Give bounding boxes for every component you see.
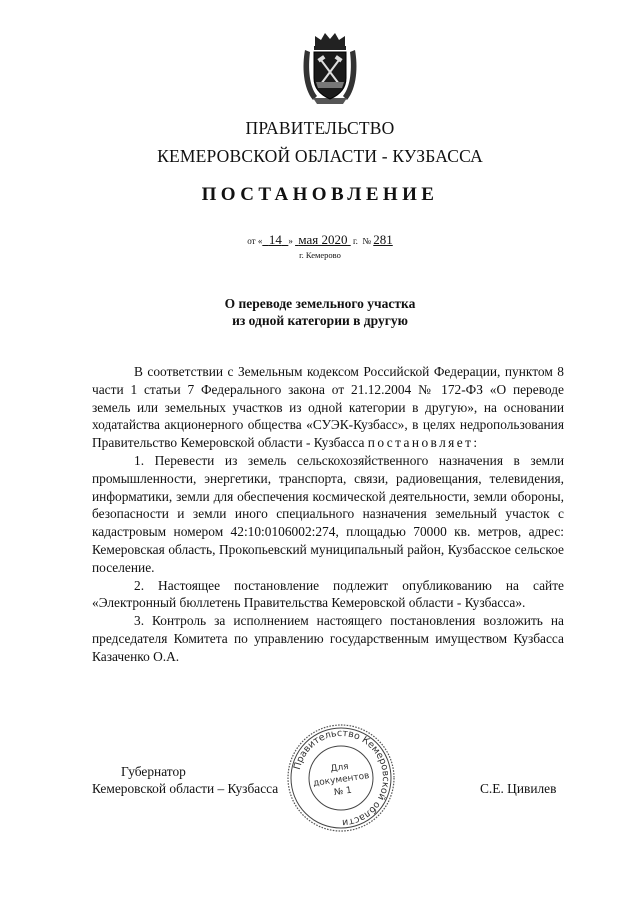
coat-of-arms-emblem [301,30,359,106]
document-title-line1: О переводе земельного участка [224,296,416,311]
signatory-name: С.Е. Цивилев [480,781,557,796]
signatory-title-line1: Губернатор [121,764,186,779]
preamble-paragraph: В соответствии с Земельным кодексом Российской Федерации, пунктом 8 части 1 статьи 7 Федерального закона от 21.12.2004 № 172-ФЗ «О переводе земель или земельных участков из одной категории в другую», на основании ходатайства акционерного общества «СУЭК-Кузбасс», в целях недропользования Правительство Кемеровской области - Кузбасса постановляет: [92,364,564,451]
resolves-word: постановляет: [367,435,480,451]
stamp-center-line2: документов [312,771,371,789]
stamp-center-line3: № 1 [333,785,353,799]
organization-name-line2: КЕМЕРОВСКОЙ ОБЛАСТИ - КУЗБАССА [157,146,483,166]
document-title-line2: из одной категории в другую [232,313,408,328]
document-number: 281 [373,232,393,247]
body-item-2: 2. Настоящее постановление подлежит опубликованию на сайте «Электронный бюллетень Правительства Кемеровской области - Кузбасса». [92,577,564,611]
date-day: 14 [268,232,282,247]
document-body [92,363,564,666]
official-stamp [285,722,397,834]
stamp-center-line1: Для [329,761,350,775]
organization-name-line1: ПРАВИТЕЛЬСТВО [245,118,395,138]
signatory-title-line2: Кемеровской области – Кузбасса [92,781,279,796]
document-date-number-line [0,232,640,248]
date-month-year: мая 2020 [298,232,348,247]
body-item-1: 1. Перевести из земель сельскохозяйственного назначения в земли промышленности, энергетики, транспорта, связи, радиовещания, телевидения, информатики, земли для обеспечения космической деятельности, земли обороны, безопасности и земли иного специального назначения земельный участок с кадастровым номером 42:10:0106002:274, площадью 70000 кв. метров, адрес: Кемеровская область, Прокопьевский муниципальный район, Кузбасское сельское поселение. [92,452,564,575]
number-sign: № [362,236,371,246]
document-city: г. Кемерово [299,250,341,260]
document-type-heading: ПОСТАНОВЛЕНИЕ [201,184,439,205]
date-year-suffix: г. [352,236,358,246]
body-item-3: 3. Контроль за исполнением настоящего постановления возложить на председателя Комитета по управлению государственным имуществом Кузбасса Казаченко О.А. [92,613,564,664]
stamp-ring-text: Правительство Кемеровской области [291,727,392,829]
date-mid: » [288,236,293,246]
date-prefix: от « [247,236,263,246]
